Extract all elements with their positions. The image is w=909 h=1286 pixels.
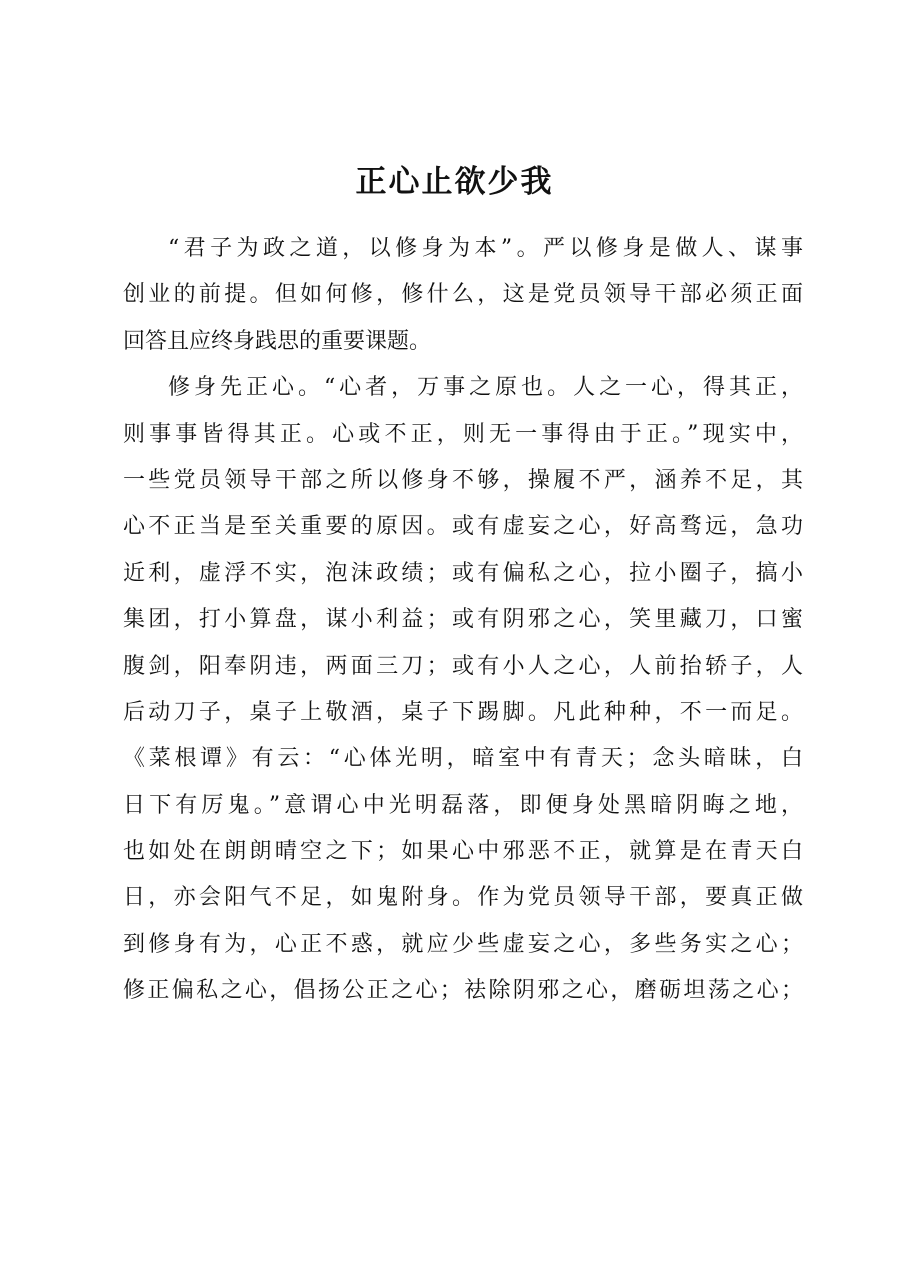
- paragraph-2-line-5: 近利，虚浮不实，泡沫政绩；或有偏私之心，拉小圈子，搞小: [123, 560, 803, 586]
- paragraph-1-line-1: “君子为政之道，以修身为本”。严以修身是做人、谋事: [168, 236, 803, 261]
- paragraph-2-line-13: 到修身有为，心正不惑，就应少些虚妄之心，多些务实之心；: [123, 931, 803, 957]
- document-title: 正心止欲少我: [355, 164, 554, 200]
- paragraph-2-line-8: 后动刀子，桌子上敬酒，桌子下踢脚。凡此种种，不一而足。: [123, 699, 803, 725]
- paragraph-1-line-2: 创业的前提。但如何修，修什么，这是党员领导干部必须正面: [123, 282, 803, 308]
- document-body: [123, 226, 803, 1015]
- paragraph-2-line-12: 日，亦会阳气不足，如鬼附身。作为党员领导干部，要真正做: [123, 885, 803, 911]
- paragraph-2-line-10: 日下有厉鬼。”意谓心中光明磊落，即便身处黑暗阴晦之地，: [123, 792, 803, 818]
- paragraph-1-line-3: 回答且应终身践思的重要课题。: [123, 328, 432, 354]
- paragraph-2-line-9: 《菜根谭》有云：“心体光明，暗室中有青天；念头暗昧，白: [123, 746, 803, 772]
- paragraph-2-line-3: 一些党员领导干部之所以修身不够，操履不严，涵养不足，其: [123, 467, 803, 493]
- paragraph-2-line-11: 也如处在朗朗晴空之下；如果心中邪恶不正，就算是在青天白: [123, 839, 803, 865]
- paragraph-2-line-1: 修身先正心。“心者，万事之原也。人之一心，得其正，: [168, 375, 803, 401]
- paragraph-2-line-4: 心不正当是至关重要的原因。或有虚妄之心，好高骛远，急功: [123, 514, 803, 540]
- paragraph-2-line-14: 修正偏私之心，倡扬公正之心；祛除阴邪之心，磨砺坦荡之心；: [123, 978, 803, 1004]
- paragraph-2-line-7: 腹剑，阳奉阴违，两面三刀；或有小人之心，人前抬轿子，人: [123, 653, 803, 679]
- paragraph-2-line-6: 集团，打小算盘，谋小利益；或有阴邪之心，笑里藏刀，口蜜: [123, 607, 803, 633]
- paragraph-2-line-2: 则事事皆得其正。心或不正，则无一事得由于正。”现实中，: [123, 421, 803, 447]
